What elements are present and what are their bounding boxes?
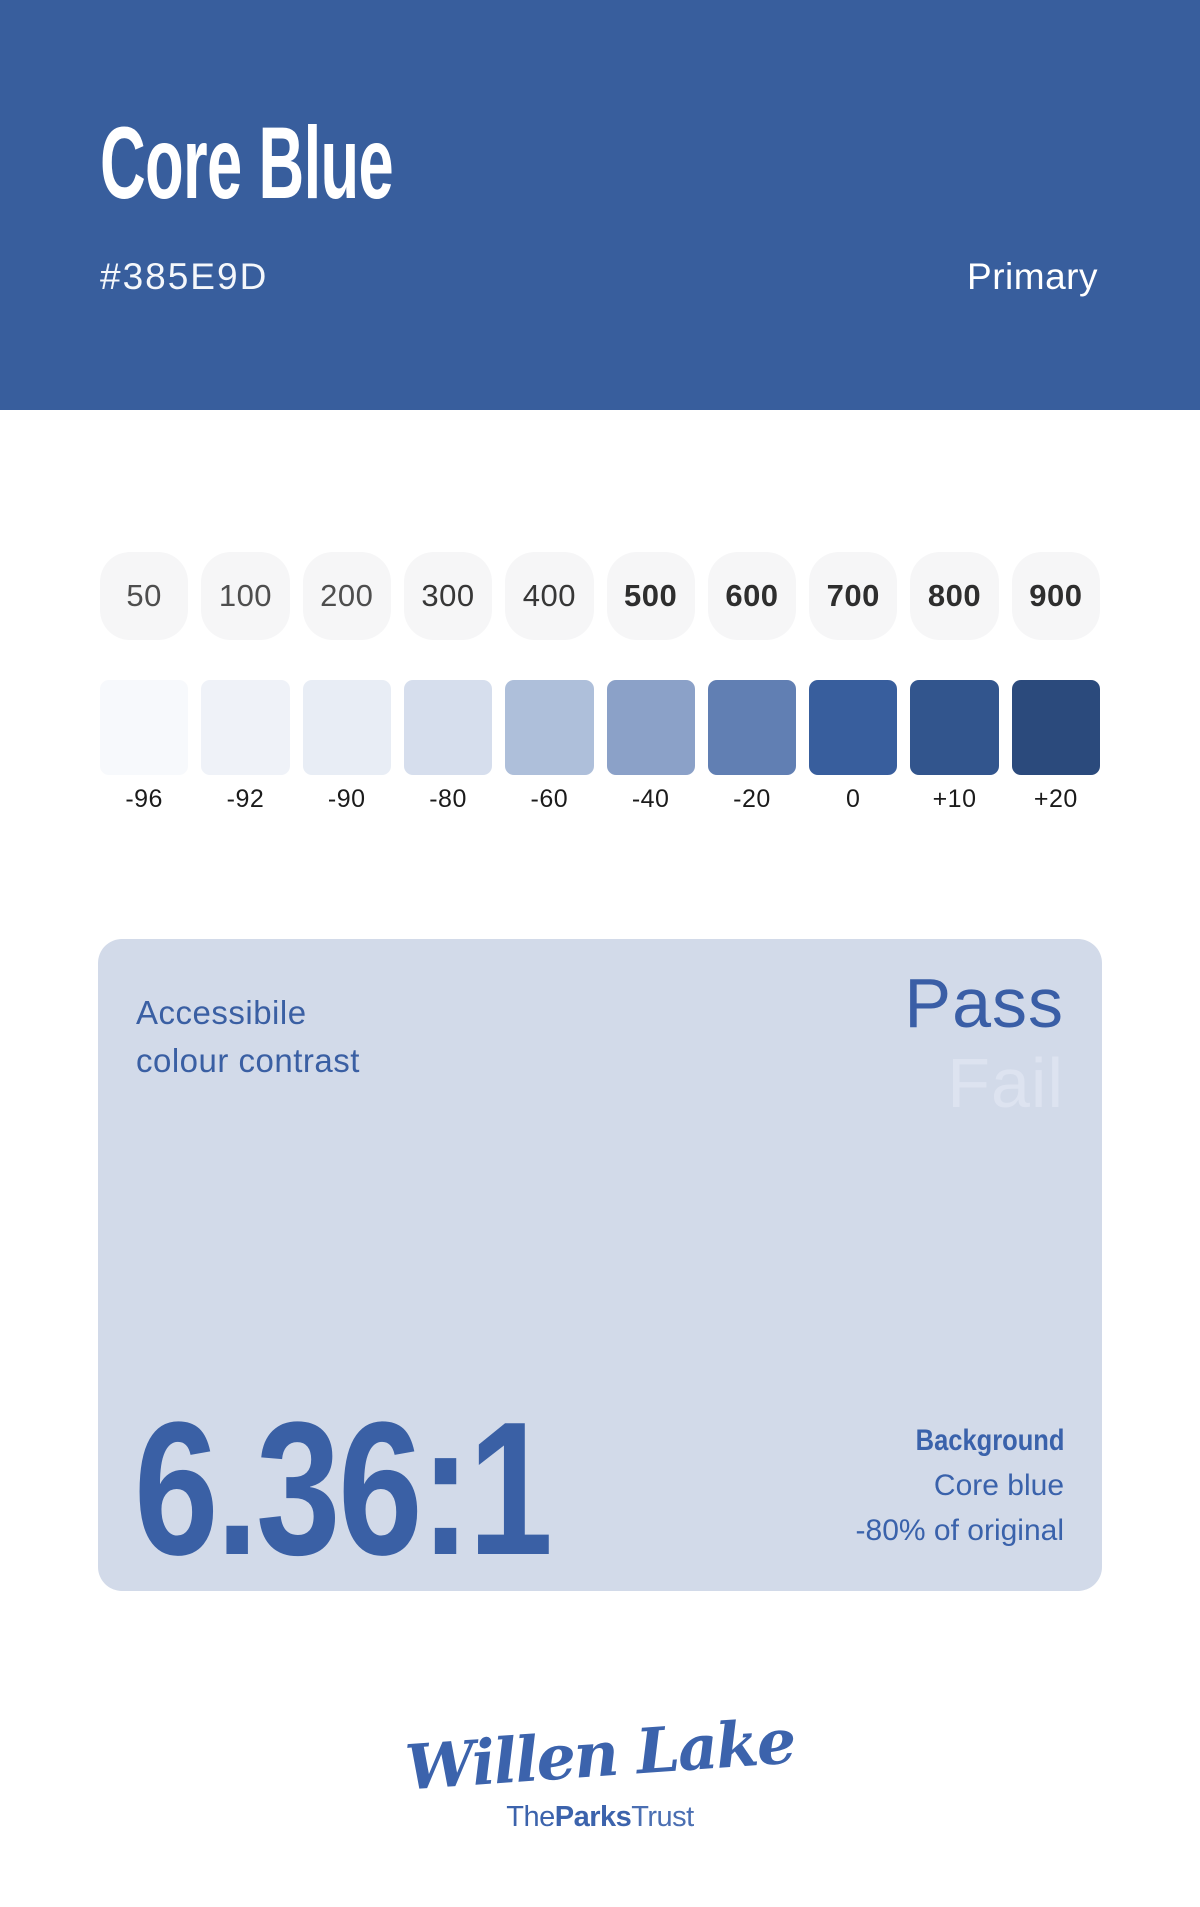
- palette-column: [1012, 552, 1100, 814]
- adjustment-label: +20: [1033, 785, 1078, 813]
- color-swatch[interactable]: [404, 680, 492, 775]
- logo-trust-line: [0, 1801, 1200, 1834]
- card-title-line2: colour contrast: [136, 1041, 360, 1079]
- palette-column: [201, 552, 289, 814]
- hex-value: #385E9D: [100, 256, 269, 297]
- step-pill: 400: [505, 552, 593, 640]
- color-swatch[interactable]: [1012, 680, 1100, 775]
- palette-column: [607, 552, 695, 814]
- palette-column: [910, 552, 998, 814]
- fail-label: Fail: [947, 1043, 1064, 1122]
- adjustment-label: 0: [846, 785, 861, 813]
- background-info: [856, 1418, 1064, 1561]
- pass-fail-indicator: [904, 964, 1064, 1122]
- logo-trust-the: The: [506, 1801, 555, 1833]
- logo-trust-trust: Trust: [631, 1801, 694, 1833]
- palette-column: [404, 552, 492, 814]
- card-top: [136, 964, 1064, 1122]
- card-title-line1: Accessibile: [136, 994, 307, 1031]
- header: [0, 0, 1200, 410]
- palette-column: [708, 552, 796, 814]
- palette-column: [809, 552, 897, 814]
- palette-column: [100, 552, 188, 814]
- background-label: Background: [915, 1424, 1064, 1457]
- step-pill: 100: [201, 552, 289, 640]
- pass-label: Pass: [904, 964, 1064, 1042]
- step-pill: 700: [809, 552, 897, 640]
- card-title: [136, 977, 360, 1085]
- step-pill: 200: [303, 552, 391, 640]
- step-pill: 900: [1012, 552, 1100, 640]
- background-adjustment: -80% of original: [855, 1514, 1064, 1547]
- step-pill: 50: [100, 552, 188, 640]
- color-swatch[interactable]: [303, 680, 391, 775]
- step-pill: 300: [404, 552, 492, 640]
- color-swatch[interactable]: [505, 680, 593, 775]
- color-swatch[interactable]: [100, 680, 188, 775]
- adjustment-label: -60: [530, 785, 569, 813]
- logo-trust-parks: Parks: [554, 1801, 632, 1833]
- adjustment-label: -20: [733, 785, 771, 813]
- color-swatch[interactable]: [910, 680, 998, 775]
- contrast-ratio: 6.36:1: [134, 1382, 551, 1595]
- contrast-card: [98, 939, 1102, 1595]
- step-pill: 500: [607, 552, 695, 640]
- role-label: Primary: [967, 256, 1098, 297]
- adjustment-label: -80: [429, 785, 467, 813]
- background-color-name: Core blue: [933, 1469, 1064, 1502]
- adjustment-label: -92: [226, 785, 265, 813]
- palette-grid: [100, 552, 1100, 814]
- adjustment-label: -90: [327, 785, 366, 813]
- color-swatch[interactable]: [809, 680, 897, 775]
- logo-script-text: Willen Lake: [403, 1704, 797, 1805]
- adjustment-label: -96: [125, 785, 163, 813]
- palette-column: [505, 552, 593, 814]
- color-swatch[interactable]: [607, 680, 695, 775]
- color-swatch[interactable]: [708, 680, 796, 775]
- step-pill: 800: [910, 552, 998, 640]
- adjustment-label: +10: [932, 785, 977, 813]
- palette-column: [303, 552, 391, 814]
- adjustment-label: -40: [631, 785, 670, 813]
- header-row: [100, 256, 1098, 298]
- palette-section: [100, 552, 1100, 814]
- step-pill: 600: [708, 552, 796, 640]
- color-swatch[interactable]: [201, 680, 289, 775]
- brand-logo: [0, 1704, 1200, 1834]
- page-title: Core Blue: [100, 106, 394, 220]
- card-bottom: [134, 1382, 1064, 1595]
